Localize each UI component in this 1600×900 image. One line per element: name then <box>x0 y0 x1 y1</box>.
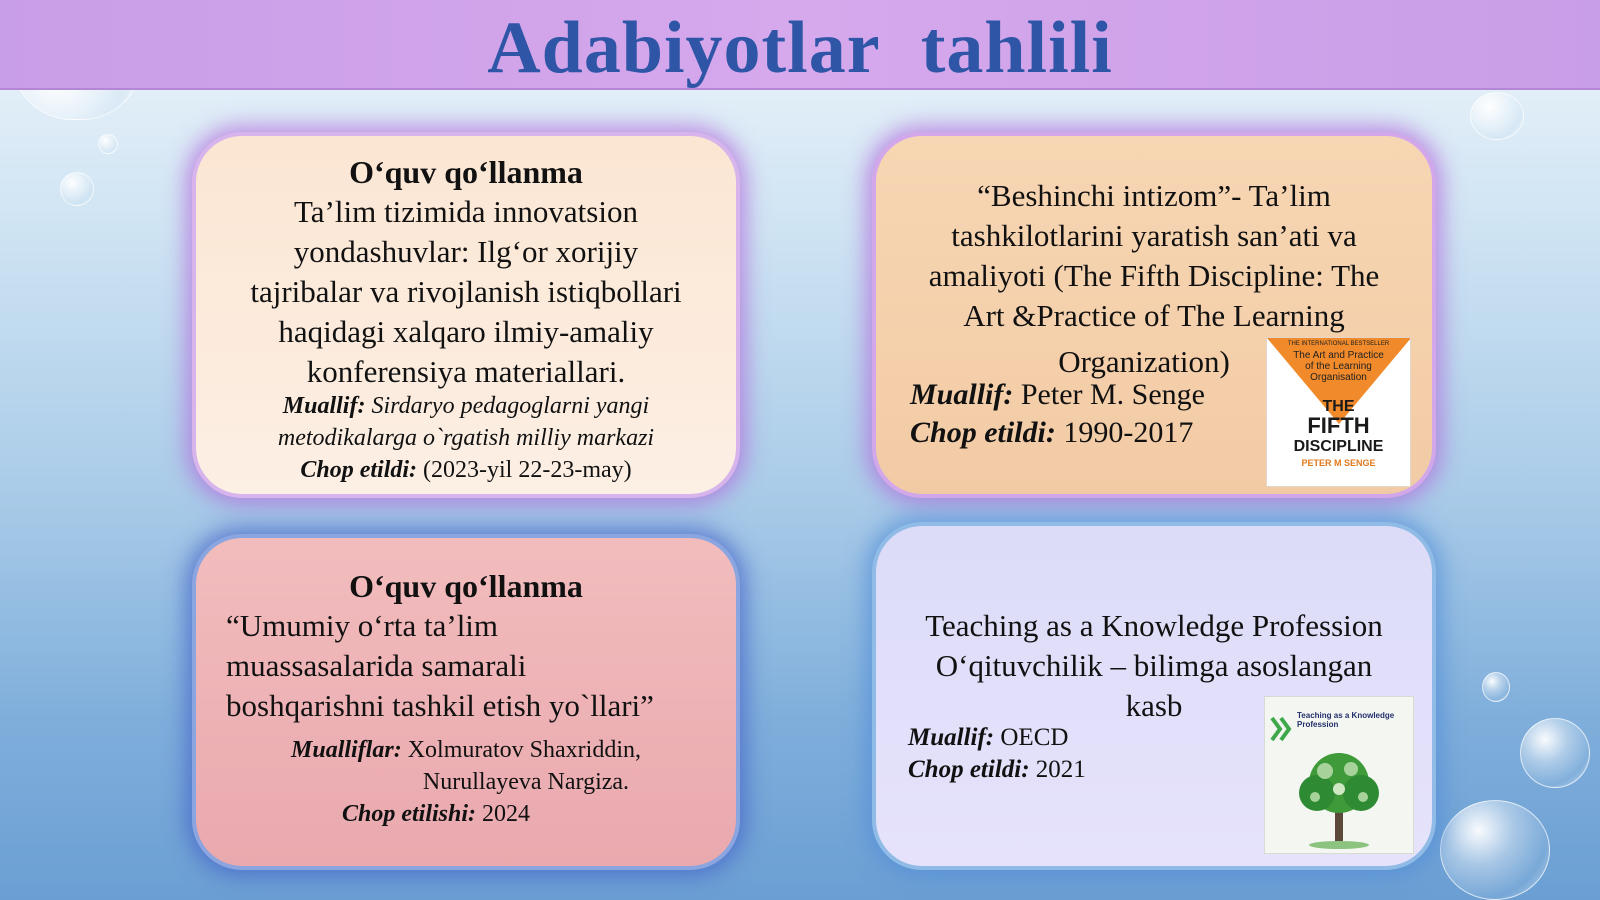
card-text: Teaching as a Knowledge Profession O‘qituvchilik – bilimga asoslangan kasb <box>925 608 1383 723</box>
author-label: Mualliflar: <box>291 737 402 763</box>
published-label: Chop etildi: <box>910 416 1056 449</box>
author-label: Muallif: <box>282 393 366 419</box>
cover-subtitle: The Art and Practice of the Learning Organisation <box>1293 350 1384 383</box>
card-heading: O‘quv qo‘llanma <box>349 568 583 604</box>
author-label: Muallif: <box>910 378 1014 411</box>
published-label: Chop etildi: <box>908 756 1030 783</box>
published-value: 1990-2017 <box>1063 416 1194 449</box>
author-label: Muallif: <box>908 724 995 751</box>
published-value: (2023-yil 22-23-may) <box>423 457 632 483</box>
water-drop-decoration <box>60 172 94 206</box>
water-drop-decoration <box>1470 92 1524 140</box>
book-cover-teaching-knowledge-profession <box>1264 696 1414 854</box>
water-drop-decoration <box>1440 800 1550 900</box>
page-title: Adabiyotlar tahlili <box>487 7 1113 89</box>
tree-illustration-icon <box>1265 743 1414 853</box>
published-label: Chop etilishi: <box>341 801 477 827</box>
author-value: OECD <box>1000 724 1069 751</box>
published-label: Chop etildi: <box>300 457 418 483</box>
water-drop-decoration <box>98 134 118 154</box>
page-header <box>0 0 1600 90</box>
card-text: Ta’lim tizimida innovatsion yondashuvlar: Ilg‘or xorijiy tajribalar va rivojlanish istiqbollari haqidagi xalqaro ilmiy-amaliy konferensiya materiallari. <box>250 194 682 389</box>
card-text: “Beshinchi intizom”- Ta’lim tashkilotlarini yaratish san’ati va amaliyoti (The Fifth Discipline: The Art &Practice of The Learning Organization) <box>928 178 1380 379</box>
book-cover-fifth-discipline: THE INTERNATIONAL BESTSELLER The Art and Practice of the Learning Organisation THE FIFTH DISCIPLINE PETER M SENGE <box>1266 337 1411 487</box>
card-author: Mualliflar: Xolmuratov Shaxriddin, Nurullayeva Nargiza. Chop etilishi: 2024 <box>291 737 641 827</box>
author-value: Peter M. Senge <box>1020 378 1205 411</box>
oecd-chevron-icon <box>1269 715 1293 743</box>
cover-title: Teaching as a Knowledge Profession <box>1297 711 1395 729</box>
card-author: Muallif: Sirdaryo pedagoglarni yangi metodikalarga o`rgatish milliy markazi Chop etildi: (2023-yil 22-23-may) <box>277 393 655 483</box>
literature-card-study-guide-management <box>196 538 736 866</box>
card-heading: O‘quv qo‘llanma <box>349 154 583 190</box>
published-value: 2024 <box>482 801 531 827</box>
water-drop-decoration <box>1520 718 1590 788</box>
published-value: 2021 <box>1035 756 1086 783</box>
literature-card-study-guide-innovation <box>196 136 736 494</box>
card-text: “Umumiy o‘rta ta’lim muassasalarida samarali boshqarishni tashkil etish yo`llari” <box>226 608 654 723</box>
water-drop-decoration <box>1482 672 1510 702</box>
